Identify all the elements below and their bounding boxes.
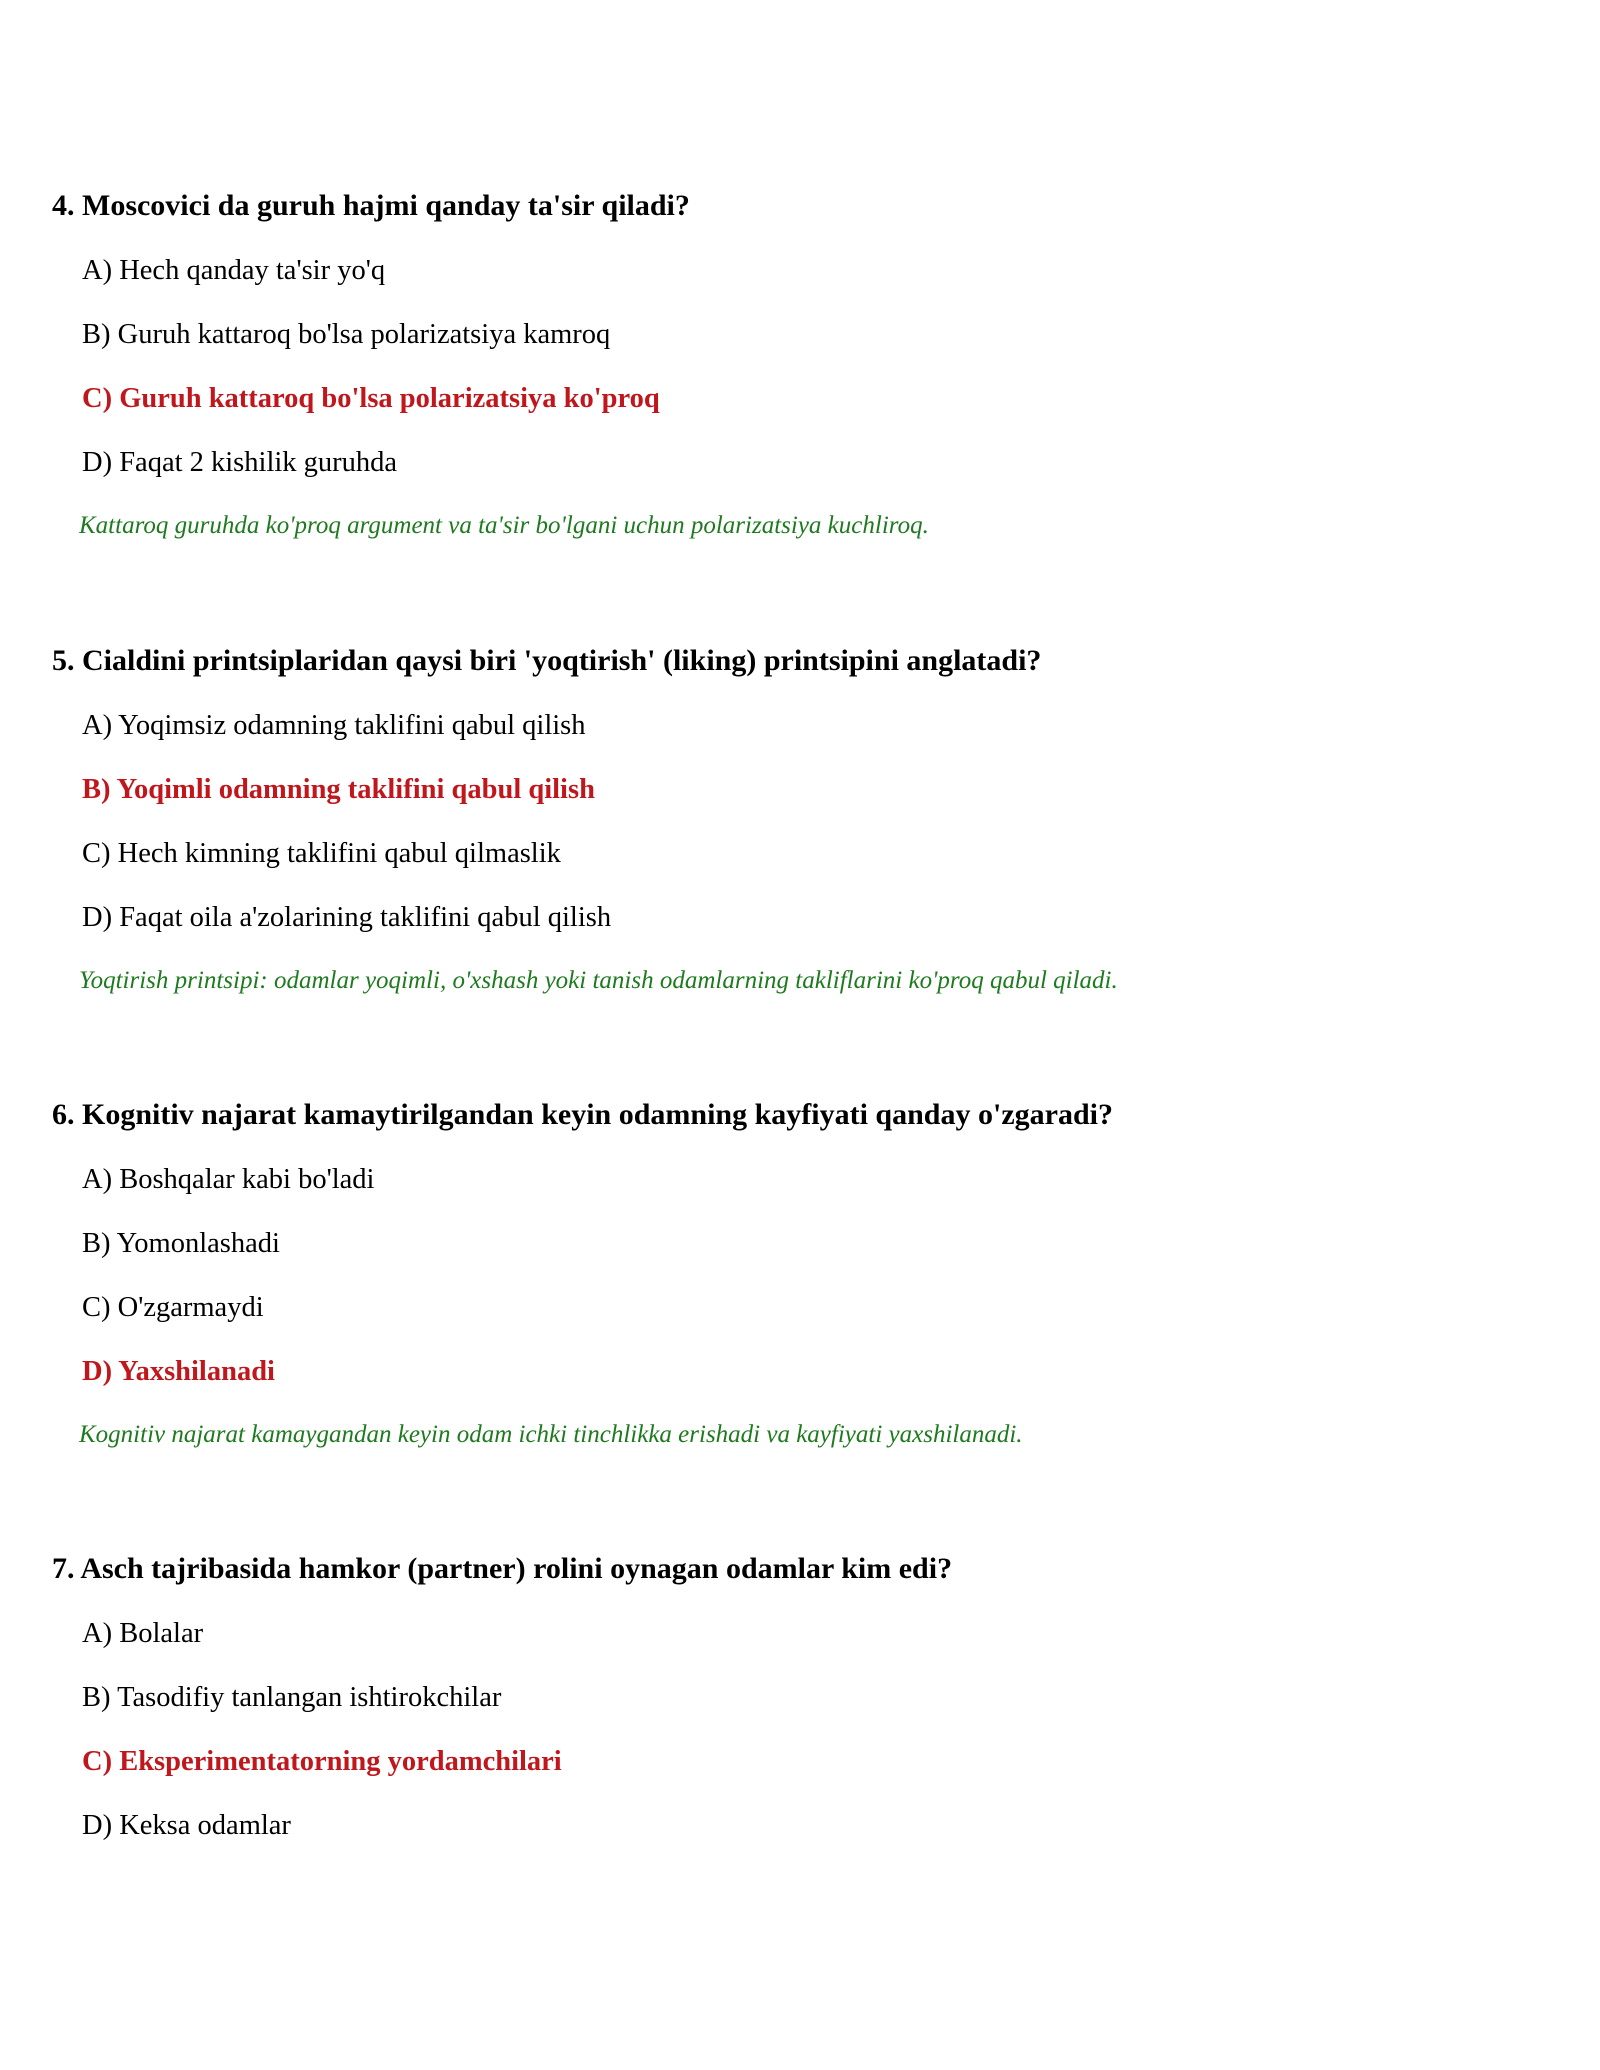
- question-block: [52, 643, 1552, 996]
- answer-option-b: B) Guruh kattaroq bo'lsa polarizatsiya kamroq: [82, 319, 611, 350]
- question-block: [52, 1097, 1552, 1450]
- answer-option-a: A) Yoqimsiz odamning taklifini qabul qilish: [82, 710, 586, 741]
- question-title: 4. Moscovici da guruh hajmi qanday ta'sir qiladi?: [52, 189, 690, 222]
- answer-option-d: D) Keksa odamlar: [82, 1810, 291, 1841]
- answer-option-a: A) Bolalar: [82, 1618, 204, 1649]
- answer-option-d-correct: D) Yaxshilanadi: [82, 1356, 275, 1387]
- question-title: 6. Kognitiv najarat kamaytirilgandan keyin odamning kayfiyati qanday o'zgaradi?: [52, 1098, 1113, 1131]
- question-block: [52, 1551, 1552, 1843]
- answer-option-d: D) Faqat oila a'zolarining taklifini qabul qilish: [82, 902, 612, 933]
- question-block: [52, 188, 1552, 541]
- answer-option-d: D) Faqat 2 kishilik guruhda: [82, 447, 398, 478]
- answer-option-c: C) O'zgarmaydi: [82, 1292, 264, 1323]
- answer-explanation: Yoqtirish printsipi: odamlar yoqimli, o'xshash yoki tanish odamlarning takliflarini ko'proq qabul qiladi.: [79, 967, 1118, 994]
- answer-option-b: B) Yomonlashadi: [82, 1228, 280, 1259]
- answer-explanation: Kognitiv najarat kamaygandan keyin odam ichki tinchlikka erishadi va kayfiyati yaxshilanadi.: [79, 1421, 1023, 1448]
- answer-option-c-correct: C) Guruh kattaroq bo'lsa polarizatsiya ko'proq: [82, 383, 660, 414]
- answer-option-b: B) Tasodifiy tanlangan ishtirokchilar: [82, 1682, 502, 1713]
- answer-option-b-correct: B) Yoqimli odamning taklifini qabul qilish: [82, 774, 595, 805]
- answer-option-a: A) Boshqalar kabi bo'ladi: [82, 1164, 375, 1195]
- answer-explanation: Kattaroq guruhda ko'proq argument va ta'sir bo'lgani uchun polarizatsiya kuchliroq.: [79, 512, 929, 539]
- question-title: 7. Asch tajribasida hamkor (partner) rolini oynagan odamlar kim edi?: [52, 1552, 953, 1585]
- answer-option-c-correct: C) Eksperimentatorning yordamchilari: [82, 1746, 562, 1777]
- answer-option-a: A) Hech qanday ta'sir yo'q: [82, 255, 386, 286]
- question-title: 5. Cialdini printsiplaridan qaysi biri 'yoqtirish' (liking) printsipini anglatadi?: [52, 644, 1042, 677]
- answer-option-c: C) Hech kimning taklifini qabul qilmaslik: [82, 838, 561, 869]
